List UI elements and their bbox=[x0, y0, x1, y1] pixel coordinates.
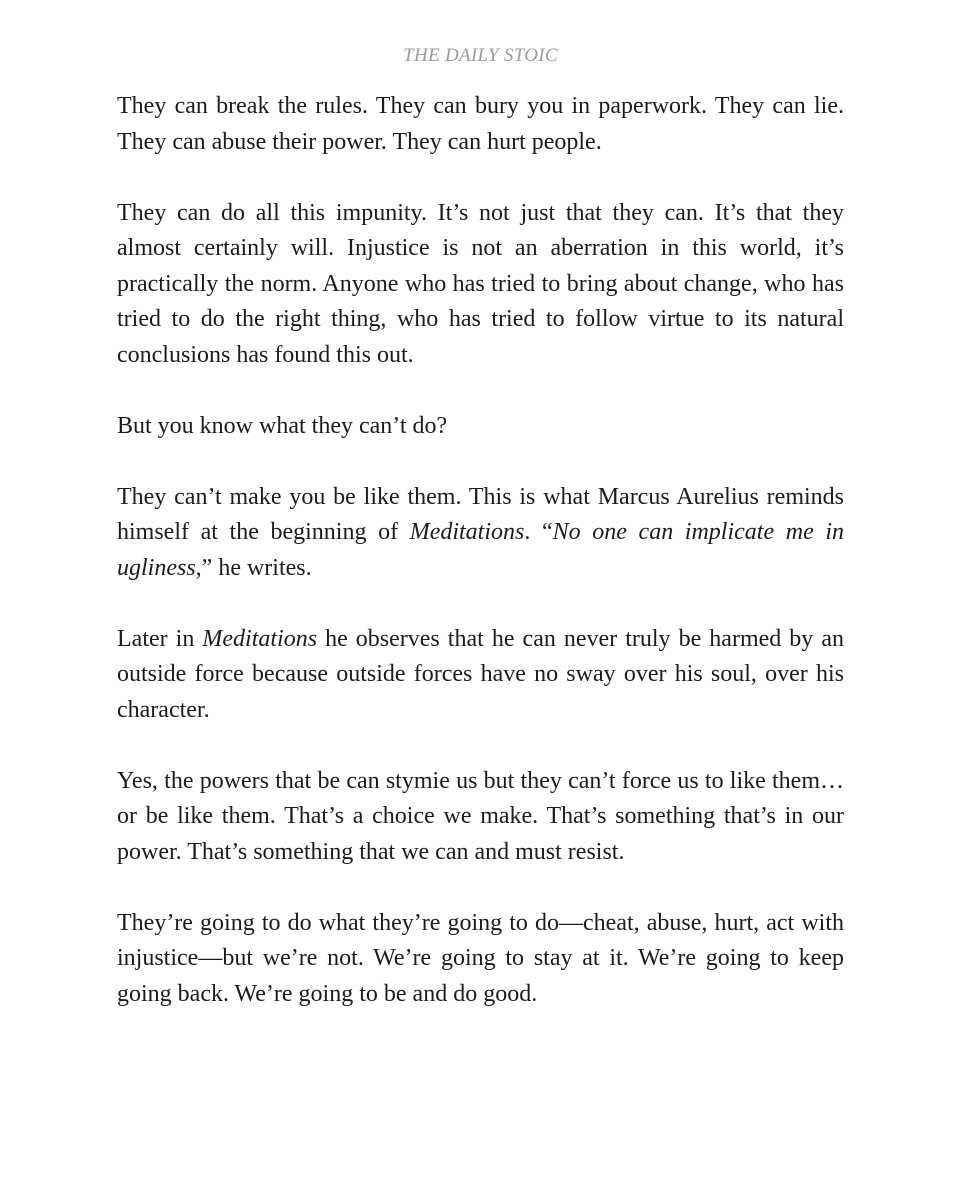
text-segment: But you know what they can’t do? bbox=[117, 412, 448, 439]
text-segment: They can’t make you be like them. This is what Marcus Aurelius reminds himself at the beginning of bbox=[117, 483, 844, 545]
text-segment: he observes that he can never truly be harmed by an outside force because outside forces have no sway over his soul, over his character. bbox=[117, 625, 845, 723]
text-segment: ,” he writes. bbox=[195, 554, 312, 581]
italic-text-segment: Meditations bbox=[202, 625, 318, 652]
text-segment: They can do all this impunity. It’s not just that they can. It’s that they almost certainly will. Injustice is not an aberration in this world, it’s practically the norm. Anyone who has tried to bring about change, who has tried to do the right thing, who has tried to follow virtue to its natural conclusions has found this out. bbox=[117, 199, 844, 368]
body-paragraph bbox=[117, 906, 844, 1013]
text-segment: Yes, the powers that be can stymie us but they can’t force us to like them…or be like them. That’s a choice we make. That’s something that’s in our power. That’s something that we can and must resist. bbox=[117, 767, 844, 865]
body-paragraph bbox=[117, 622, 844, 729]
body-paragraph bbox=[117, 409, 844, 445]
body-paragraph bbox=[117, 480, 844, 587]
running-header: THE DAILY STOIC bbox=[403, 45, 558, 66]
italic-text-segment: No one can implicate me in ugliness bbox=[117, 519, 845, 581]
text-segment: . “ bbox=[524, 519, 553, 545]
text-segment: Later in bbox=[117, 625, 203, 652]
body-paragraph bbox=[117, 89, 844, 160]
book-page bbox=[117, 0, 844, 1012]
body-paragraph bbox=[117, 764, 844, 871]
text-segment: They can break the rules. They can bury you in paperwork. They can lie. They can abuse their power. They can hurt people. bbox=[117, 93, 844, 155]
text-segment: They’re going to do what they’re going to do—cheat, abuse, hurt, act with injustice—but we’re not. We’re going to stay at it. We’re going to keep going back. We’re going to be and do good. bbox=[117, 909, 844, 1007]
body-paragraph bbox=[117, 196, 844, 374]
page-body bbox=[117, 89, 844, 1012]
italic-text-segment: Meditations bbox=[409, 519, 525, 545]
